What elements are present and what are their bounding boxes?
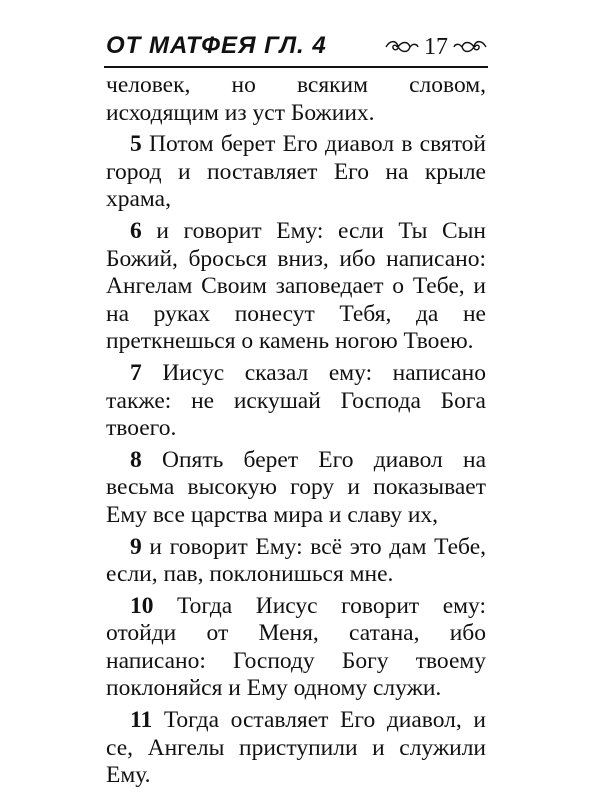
page-number: 17 (424, 34, 448, 60)
verse-text: и говорит Ему: если Ты Сын Божий, бросься вниз, ибо написано: Ангелам Своим заповедает о Тебе, и на руках понесут Тебя, да не преткнешься о камень ногою Твоею. (106, 217, 486, 355)
continuation-paragraph: человек, но всяким словом, исходящим из уст Божиих. (106, 72, 486, 126)
verse (106, 447, 486, 530)
scripture-text (106, 72, 486, 794)
verse-text: Тогда Иисус говорит ему: отойди от Меня, сатана, ибо написано: Господу Богу твоему поклоняйся и Ему одному служи. (106, 592, 486, 702)
verse (106, 131, 486, 214)
verse (106, 534, 486, 589)
verse-number: 8 (130, 446, 142, 473)
swirl-ornament-icon (384, 38, 420, 56)
verse (106, 593, 486, 703)
verse (106, 707, 486, 790)
verse-number: 11 (130, 707, 153, 734)
verse (106, 218, 486, 356)
running-title: ОТ МАТФЕЯ ГЛ. 4 (106, 32, 327, 59)
verse-text: Иисус сказал ему: написано также: не искушай Господа Бога твоего. (106, 359, 486, 442)
page-number-block (384, 32, 488, 62)
verse-text: Опять берет Его диавол на весьма высокую гору и показывает Ему все царства мира и славу их, (106, 446, 486, 528)
swirl-ornament-icon (452, 38, 488, 56)
verse-number: 7 (130, 359, 142, 386)
verse-text: Тогда оставляет Его диавол, и се, Ангелы приступили и служили Ему. (106, 707, 486, 789)
verse-number: 10 (130, 592, 154, 619)
verse-number: 9 (130, 533, 142, 560)
verse-number: 5 (130, 131, 142, 158)
verse (106, 360, 486, 443)
header-rule (104, 66, 488, 68)
verse-text: Потом берет Его диавол в святой город и поставляет Его на крыле храма, (106, 131, 486, 213)
page-header (104, 28, 488, 68)
verse-text: и говорит Ему: всё это дам Тебе, если, пав, поклонишься мне. (106, 533, 486, 588)
verse-number: 6 (130, 217, 142, 244)
